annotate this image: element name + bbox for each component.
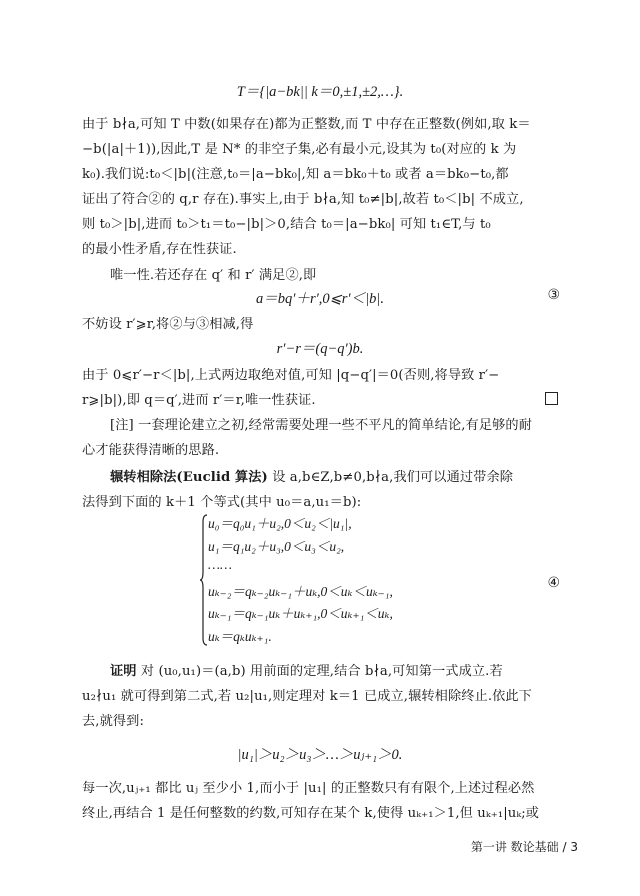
chapter-title: 第一讲 数论基础	[470, 840, 559, 854]
euclid-paragraph-line	[110, 466, 560, 485]
paragraph-line: 由于 b∤a,可知 T 中数(如果存在)都为正整数,而 T 中存在正整数(例如,取 k＝	[82, 117, 531, 132]
paragraph-line: 的最小性矛盾,存在性获证.	[82, 242, 237, 257]
euclid-line-text: 设 a,b∈Z,b≠0,b∤a,我们可以通过带余除	[267, 470, 514, 485]
page-footer	[471, 838, 578, 855]
paragraph-line: r⩾|b|),即 q＝q′,进而 r′＝r,唯一性获证.	[82, 393, 316, 408]
euclid-paragraph-line: 法得到下面的 k＋1 个等式(其中 u₀＝a,u₁＝b):	[82, 495, 362, 510]
paragraph-line: 证出了符合②的 q,r 存在).事实上,由于 b∤a,知 t₀≠|b|,故若 t₀＜|b| 不成立,	[82, 192, 524, 207]
paragraph-line: k₀).我们说:t₀＜|b|(注意,t₀＝|a−bk₀|,知 a＝bk₀＋t₀ 或者 a＝bk₀−t₀,都	[82, 167, 509, 182]
paragraph-line: 终止,再结合 1 是任何整数的约数,可知存在某个 k,使得 uₖ₊₁＞1,但 uₖ₊₁|uₖ;或	[82, 806, 540, 821]
equation-set-T: T＝{|a−bk|| k＝0,±1,±2,…}.	[236, 84, 404, 100]
system-line: u₁＝q₁u₂＋u₃,0＜u₃＜u₂,	[208, 538, 345, 554]
proof-title: 证明	[110, 664, 137, 679]
footer-separator: /	[562, 840, 567, 854]
system-line: u₀＝q₀u₁＋u₂,0＜u₂＜|u₁|,	[208, 516, 352, 531]
system-line: ……	[208, 557, 233, 572]
equation-3: a＝bq′＋r′,0⩽r′＜|b|.	[256, 291, 384, 307]
equation-chain: |u₁|＞u₂＞u₃＞…＞uⱼ₊₁＞0.	[237, 747, 403, 763]
equation-difference: r′−r＝(q−q′)b.	[276, 341, 364, 357]
note-line: [注] 一套理论建立之初,经常需要处理一些不平凡的简单结论,有足够的耐	[110, 418, 532, 433]
euclid-title: 辗转相除法(Euclid 算法)	[110, 470, 268, 485]
paragraph-line: 由于 0⩽r′−r＜|b|,上式两边取绝对值,可知 |q−q′|＝0(否则,将导致 r′−	[82, 368, 500, 383]
equation-number-4: ④	[547, 575, 560, 591]
proof-line: u₂∤u₁ 就可得到第二式,若 u₂|u₁,则定理对 k＝1 已成立,辗转相除终止.依此下	[82, 689, 532, 704]
paragraph-line: 每一次,uⱼ₊₁ 都比 uⱼ 至少小 1,而小于 |u₁| 的正整数只有有限个,上述过程必然	[82, 781, 535, 796]
equation-number-3: ③	[547, 287, 560, 303]
system-line: uₖ＝qₖuₖ₊₁.	[208, 628, 272, 644]
system-line: uₖ₋₂＝qₖ₋₂uₖ₋₁＋uₖ,0＜uₖ＜uₖ₋₁,	[208, 583, 393, 599]
proof-line	[110, 660, 560, 679]
proof-line: 去,就得到:	[82, 714, 144, 729]
paragraph-line: 不妨设 r′⩾r,将②与③相减,得	[82, 317, 254, 332]
note-line: 心才能获得清晰的思路.	[82, 443, 220, 458]
equation-system-4	[208, 512, 393, 647]
paragraph-line: −b(|a|＋1)),因此,T 是 N* 的非空子集,必有最小元,设其为 t₀(对应的 k 为	[82, 142, 517, 157]
proof-line-text: 对 (u₀,u₁)＝(a,b) 用前面的定理,结合 b∤a,可知第一式成立.若	[136, 664, 503, 679]
paragraph-line: 则 t₀＞|b|,进而 t₀＞t₁＝t₀−|b|＞0,结合 t₀＝|a−bk₀| 可知 t₁∈T,与 t₀	[82, 217, 491, 232]
system-line: uₖ₋₁＝qₖ₋₁uₖ＋uₖ₊₁,0＜uₖ₊₁＜uₖ,	[208, 606, 393, 621]
system-left-brace	[200, 514, 208, 646]
uniqueness-intro: 唯一性.若还存在 q′ 和 r′ 满足②,即	[110, 268, 317, 283]
page-number: 3	[570, 840, 578, 854]
qed-box	[545, 392, 558, 405]
